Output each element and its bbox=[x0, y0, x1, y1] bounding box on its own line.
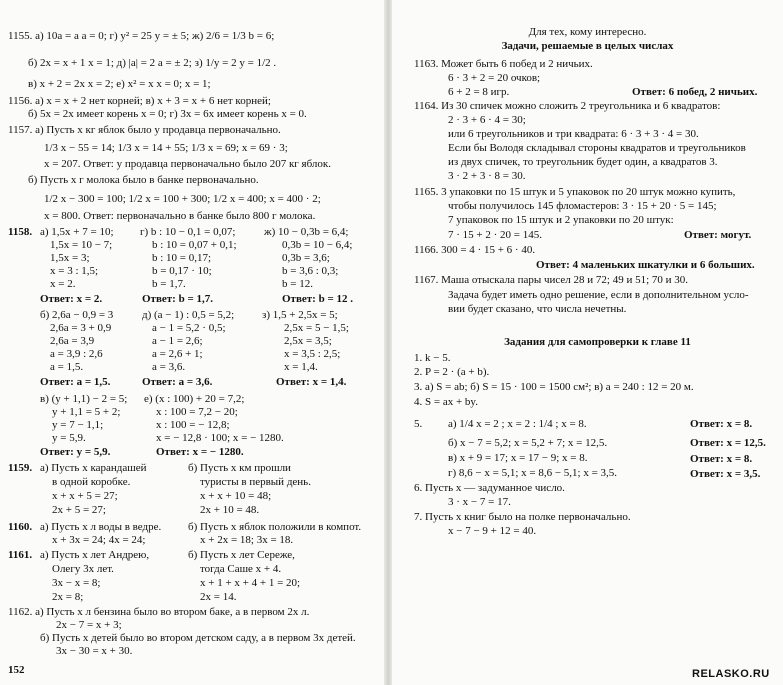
self-check-5-answer: Ответ: x = 8. bbox=[690, 418, 753, 430]
self-check-5-line: а) 1/4 x = 2 ; x = 2 : 1/4 ; x = 8. bbox=[448, 418, 587, 430]
eq-1158z: x = 3,5 : 2,5; bbox=[284, 348, 341, 360]
answer-1158a: Ответ: x = 2. bbox=[40, 293, 103, 305]
eq-1158zh: ж) 10 − 0,3b = 6,4; bbox=[264, 226, 349, 238]
text-1161b: б) Пусть x лет Сереже, bbox=[188, 549, 295, 561]
eq-1158a: а) 1,5x + 7 = 10; bbox=[40, 226, 114, 238]
text-1159a: а) Пусть x карандашей bbox=[40, 462, 147, 474]
text-1167: вии будет сказано, что числа нечетны. bbox=[448, 303, 627, 315]
text-1159b: туристы в первый день. bbox=[200, 476, 311, 488]
text-1162b: б) Пусть x детей было во втором детском саду, а в первом 3x детей. bbox=[40, 632, 356, 644]
section-subtitle: Для тех, кому интересно. bbox=[528, 26, 647, 38]
eq-1158a: 1,5x = 3; bbox=[50, 252, 90, 264]
answer-1158e: Ответ: x = − 1280. bbox=[156, 446, 244, 458]
answer-1158d: Ответ: a = 3,6. bbox=[142, 376, 213, 388]
text-1159a: x + x + 5 = 27; bbox=[52, 490, 118, 502]
line-1155c: в) x + 2 = 2x x = 2; е) x² = x x = 0; x = 1; bbox=[28, 78, 211, 90]
eq-1158d: a = 3,6. bbox=[152, 361, 186, 373]
eq-1158b: 2,6a = 3,9 bbox=[50, 335, 95, 347]
self-check-5-line: г) 8,6 − x = 5,1; x = 8,6 − 5,1; x = 3,5. bbox=[448, 467, 618, 479]
text-1159b: 2x + 10 = 48. bbox=[200, 504, 260, 516]
self-check-item: 1. k − 5. bbox=[414, 352, 451, 364]
text-1160b: x + 2x = 18; 3x = 18. bbox=[200, 534, 294, 546]
text-1159a: 2x + 5 = 27; bbox=[52, 504, 106, 516]
eq-1158e: x : 100 = 7,2 − 20; bbox=[156, 406, 238, 418]
text-1166: 1166. 300 = 4 · 15 + 6 · 40. bbox=[414, 244, 536, 256]
eq-1158zh: 0,3b = 10 − 6,4; bbox=[282, 239, 353, 251]
eq-1158d: д) (a − 1) : 0,5 = 5,2; bbox=[142, 309, 235, 321]
eq-1158g: b : 10 = 0,17; bbox=[152, 252, 212, 264]
self-check-7: 7. Пусть x книг было на полке первоначально. bbox=[414, 511, 631, 523]
line-1157-ans1: x = 207. Ответ: у продавца первоначально было 207 кг яблок. bbox=[44, 158, 332, 170]
text-1161b: тогда Саше x + 4. bbox=[200, 563, 282, 575]
text-1159b: б) Пусть x км прошли bbox=[188, 462, 291, 474]
text-1161a: Олегу 3x лет. bbox=[52, 563, 114, 575]
eq-1158g: г) b : 10 − 0,1 = 0,07; bbox=[140, 226, 236, 238]
line-1157b: б) Пусть x г молока было в банке первоначально. bbox=[28, 174, 259, 186]
eq-1158e: x : 100 = − 12,8; bbox=[156, 419, 230, 431]
eq-1158d: a = 2,6 + 1; bbox=[152, 348, 203, 360]
text-1164: из двух спичек, то треугольник будет один, а квадратов 3. bbox=[448, 156, 718, 168]
text-1167: 1167. Маша отыскала пары чисел 28 и 72; 49 и 51; 70 и 30. bbox=[414, 274, 689, 286]
eq-1158z: 2,5x = 5 − 1,5; bbox=[284, 322, 349, 334]
line-1155a: 1155. а) 10a = a a = 0; г) y² = 25 y = ± 5; ж) 2/6 = 1/3 b = 6; bbox=[8, 30, 275, 42]
answer-1158v: Ответ: y = 5,9. bbox=[40, 446, 111, 458]
answer-1165: Ответ: могут. bbox=[684, 229, 752, 241]
eq-1158v: y = 7 − 1,1; bbox=[52, 419, 104, 431]
eq-1158d: a − 1 = 5,2 · 0,5; bbox=[152, 322, 226, 334]
eq-1158a: x = 3 : 1,5; bbox=[50, 265, 99, 277]
page-number: 152 bbox=[8, 664, 25, 676]
text-1163: 1163. Может быть 6 побед и 2 ничьих. bbox=[414, 58, 593, 70]
eq-1158b: б) 2,6a − 0,9 = 3 bbox=[40, 309, 114, 321]
text-1164: 3 · 2 + 3 · 8 = 30. bbox=[448, 170, 526, 182]
text-1161a: 2x = 8; bbox=[52, 591, 84, 603]
eq-1158b: a = 3,9 : 2,6 bbox=[50, 348, 103, 360]
text-1164: Если бы Володя складывал стороны квадратов и треугольников bbox=[448, 142, 746, 154]
eq-1158zh: b = 3,6 : 0,3; bbox=[282, 265, 339, 277]
self-check-5-line: в) x + 9 = 17; x = 17 − 9; x = 8. bbox=[448, 452, 588, 464]
text-1167: Задача будет иметь одно решение, если в дополнительном усло- bbox=[448, 289, 749, 301]
text-1160a: x + 3x = 24; 4x = 24; bbox=[52, 534, 146, 546]
self-check-6: 6. Пусть x — задуманное число. bbox=[414, 482, 565, 494]
right-page bbox=[392, 0, 783, 685]
label-1160: 1160. bbox=[8, 521, 33, 533]
answer-1158zh: Ответ: b = 12 . bbox=[282, 293, 353, 305]
self-check-5-line: б) x − 7 = 5,2; x = 5,2 + 7; x = 12,5. bbox=[448, 437, 608, 449]
text-1163: 6 + 2 = 8 игр. bbox=[448, 86, 510, 98]
eq-1158z: x = 1,4. bbox=[284, 361, 318, 373]
answer-1163: Ответ: 6 побед, 2 ничьих. bbox=[632, 86, 758, 98]
eq-1158g: b = 0,17 · 10; bbox=[152, 265, 212, 277]
site-watermark: RELASKO.RU bbox=[692, 668, 770, 680]
answer-1158z: Ответ: x = 1,4. bbox=[276, 376, 347, 388]
line-1155b: б) 2x = x + 1 x = 1; д) |a| = 2 a = ± 2; з) 1/y = 2 y = 1/2 . bbox=[28, 57, 277, 69]
self-check-title: Задания для самопроверки к главе 11 bbox=[504, 336, 691, 348]
text-1161a: а) Пусть x лет Андрею, bbox=[40, 549, 150, 561]
eq-1158e: x = − 12,8 · 100; x = − 1280. bbox=[156, 432, 284, 444]
eq-1158g: b = 1,7. bbox=[152, 278, 186, 290]
text-1165: 7 · 15 + 2 · 20 = 145. bbox=[448, 229, 542, 241]
text-1165: 7 упаковок по 15 штук и 2 упаковки по 20 штук: bbox=[448, 214, 674, 226]
text-1165: чтобы получилось 145 фломастеров: 3 · 15 + 20 · 5 = 145; bbox=[448, 200, 717, 212]
eq-1158e: е) (x : 100) + 20 = 7,2; bbox=[144, 393, 245, 405]
section-heading: Задачи, решаемые в целых числах bbox=[501, 40, 674, 52]
self-check-5-answer: Ответ: x = 3,5. bbox=[690, 468, 761, 480]
label-1159: 1159. bbox=[8, 462, 33, 474]
line-1156a: 1156. а) x = x + 2 нет корней; в) x + 3 = x + 6 нет корней; bbox=[8, 95, 271, 107]
label-1158: 1158. bbox=[8, 226, 33, 238]
text-1159a: в одной коробке. bbox=[52, 476, 131, 488]
line-1156b: б) 5x = 2x имеет корень x = 0; г) 3x = 6x имеет корень x = 0. bbox=[28, 108, 307, 120]
text-1165: 1165. 3 упаковки по 15 штук и 5 упаковок по 20 штук можно купить, bbox=[414, 186, 736, 198]
eq-1158z: 2,5x = 3,5; bbox=[284, 335, 332, 347]
eq-1158z: з) 1,5 + 2,5x = 5; bbox=[262, 309, 338, 321]
eq-1158v: в) (y + 1,1) − 2 = 5; bbox=[40, 393, 128, 405]
eq-1158b: 2,6a = 3 + 0,9 bbox=[50, 322, 112, 334]
label-1161: 1161. bbox=[8, 549, 33, 561]
line-1157a: 1157. а) Пусть x кг яблок было у продавца первоначально. bbox=[8, 124, 281, 136]
left-page bbox=[0, 0, 386, 685]
text-1162a: 1162. а) Пусть x л бензина было во втором баке, а в первом 2x л. bbox=[8, 606, 310, 618]
eq-1158b: a = 1,5. bbox=[50, 361, 84, 373]
eq-1158v: y + 1,1 = 5 + 2; bbox=[52, 406, 121, 418]
text-1162a-eq: 2x − 7 = x + 3; bbox=[56, 619, 122, 631]
answer-1166: Ответ: 4 маленьких шкатулки и 6 больших. bbox=[536, 259, 755, 271]
self-check-7-eq: x − 7 − 9 + 12 = 40. bbox=[448, 525, 537, 537]
self-check-5-answer: Ответ: x = 12,5. bbox=[690, 437, 766, 449]
eq-1158g: b : 10 = 0,07 + 0,1; bbox=[152, 239, 237, 251]
eq-1158v: y = 5,9. bbox=[52, 432, 86, 444]
self-check-5-answer: Ответ: x = 8. bbox=[690, 453, 753, 465]
self-check-6-eq: 3 · x − 7 = 17. bbox=[448, 496, 511, 508]
eq-1158zh: b = 12. bbox=[282, 278, 313, 290]
self-check-item: 3. а) S = ab; б) S = 15 · 100 = 1500 см²; в) a = 240 : 12 = 20 м. bbox=[414, 381, 694, 393]
text-1162b-eq: 3x − 30 = x + 30. bbox=[56, 645, 133, 657]
eq-1158zh: 0,3b = 3,6; bbox=[282, 252, 330, 264]
line-1157-ans2: x = 800. Ответ: первоначально в банке было 800 г молока. bbox=[44, 210, 316, 222]
eq-1158a: 1,5x = 10 − 7; bbox=[50, 239, 113, 251]
text-1161a: 3x − x = 8; bbox=[52, 577, 101, 589]
answer-1158b: Ответ: a = 1,5. bbox=[40, 376, 111, 388]
eq-1158d: a − 1 = 2,6; bbox=[152, 335, 203, 347]
self-check-label-5: 5. bbox=[414, 418, 423, 430]
self-check-item: 4. S = ax + by. bbox=[414, 396, 478, 408]
text-1160a: а) Пусть x л воды в ведре. bbox=[40, 521, 162, 533]
text-1164: 2 · 3 + 6 · 4 = 30; bbox=[448, 114, 526, 126]
text-1159b: x + x + 10 = 48; bbox=[200, 490, 272, 502]
line-1157-eq2: 1/2 x − 300 = 100; 1/2 x = 100 + 300; 1/2 x = 400; x = 400 · 2; bbox=[44, 193, 321, 205]
eq-1158a: x = 2. bbox=[50, 278, 76, 290]
text-1160b: б) Пусть x яблок положили в компот. bbox=[188, 521, 362, 533]
answer-1158g: Ответ: b = 1,7. bbox=[142, 293, 213, 305]
text-1164: 1164. Из 30 спичек можно сложить 2 треугольника и 6 квадратов: bbox=[414, 100, 721, 112]
text-1164: или 6 треугольников и три квадрата: 6 · 3 + 3 · 4 = 30. bbox=[448, 128, 699, 140]
self-check-item: 2. P = 2 · (a + b). bbox=[414, 366, 490, 378]
text-1161b: x + 1 + x + 4 + 1 = 20; bbox=[200, 577, 301, 589]
line-1157-eq1: 1/3 x − 55 = 14; 1/3 x = 14 + 55; 1/3 x = 69; x = 69 · 3; bbox=[44, 142, 288, 154]
text-1161b: 2x = 14. bbox=[200, 591, 237, 603]
text-1163: 6 · 3 + 2 = 20 очков; bbox=[448, 72, 541, 84]
